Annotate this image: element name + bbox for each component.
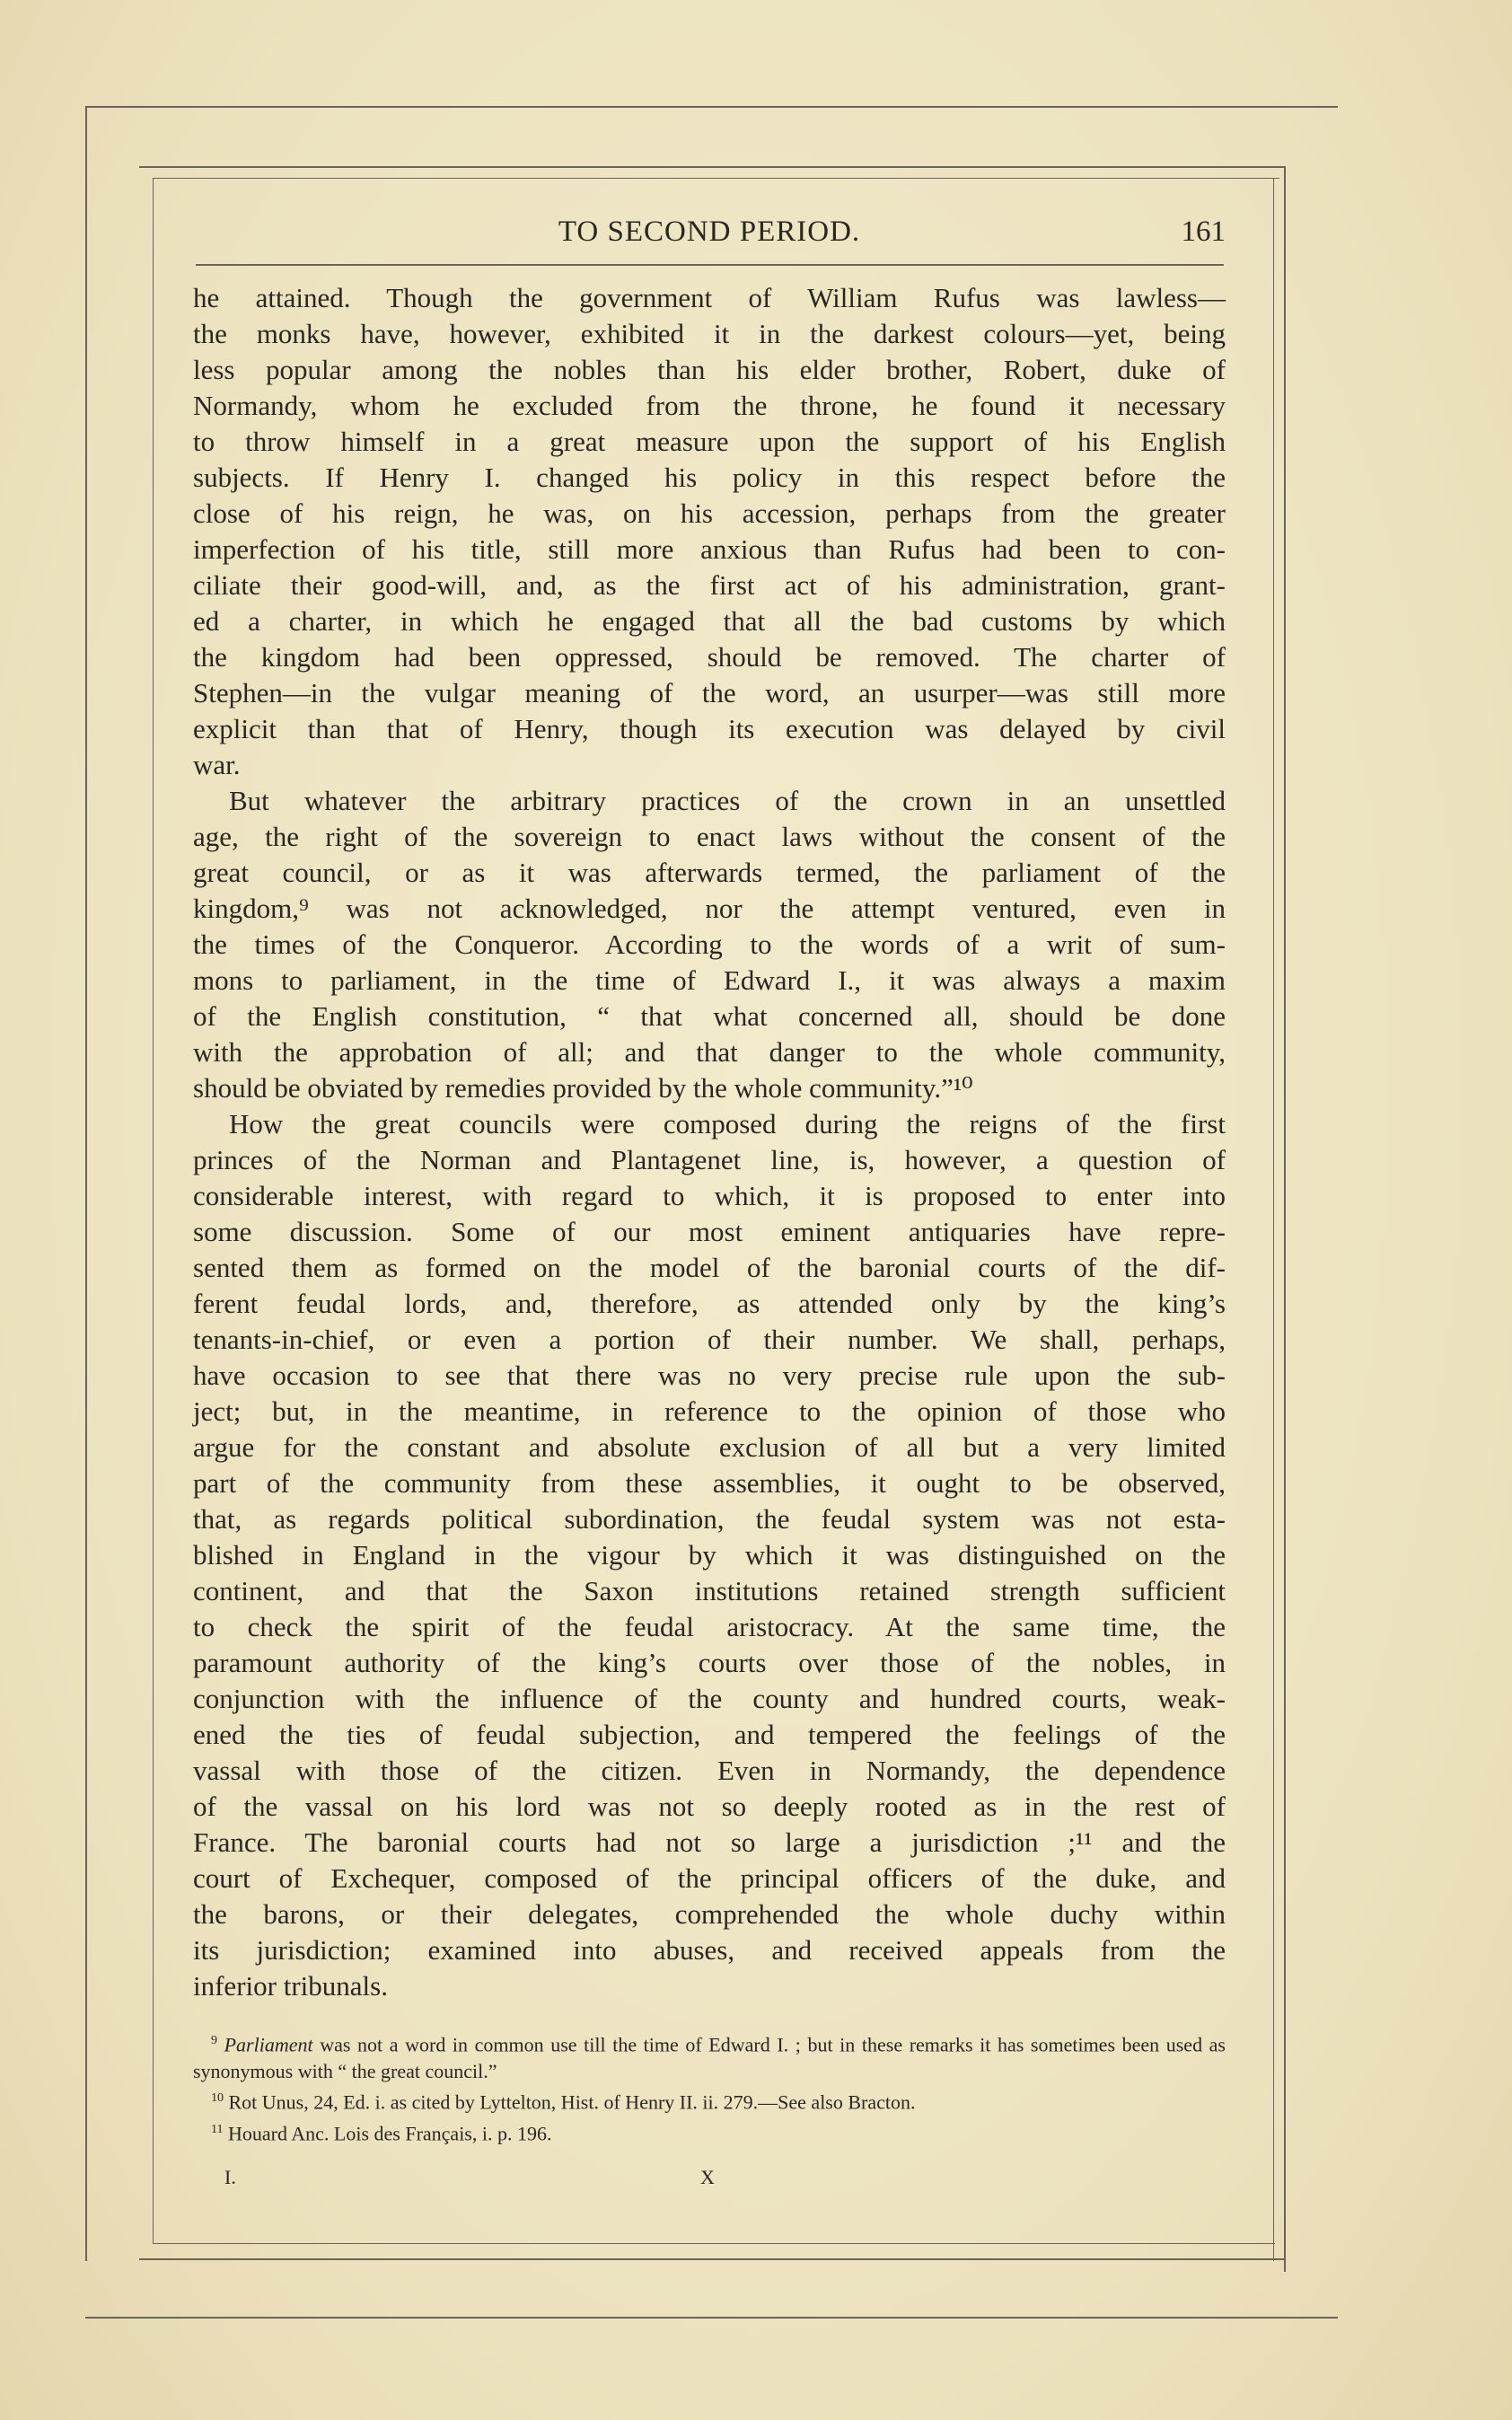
- footnote-mark: 11: [211, 2122, 224, 2136]
- footnotes: [193, 2028, 1226, 2147]
- text-line: sented them as formed on the model of the baronial courts of the dif-: [193, 1252, 1226, 1283]
- text-line: to check the spirit of the feudal aristocracy. At the same time, the: [193, 1611, 1226, 1642]
- text-line: less popular among the nobles than his elder brother, Robert, duke of: [193, 354, 1226, 385]
- inner-frame-top-2: [153, 178, 1279, 179]
- text-line: should be obviated by remedies provided by the whole community.”¹⁰: [193, 1072, 973, 1104]
- text-line: part of the community from these assemblies, it ought to be observed,: [193, 1467, 1226, 1499]
- text-line: to throw himself in a great measure upon the support of his English: [193, 426, 1226, 457]
- text-line: France. The baronial courts had not so large a jurisdiction ;¹¹ and the: [193, 1826, 1226, 1858]
- text-line: that, as regards political subordination, the feudal system was not esta-: [193, 1503, 1226, 1535]
- text-line: have occasion to see that there was no very precise rule upon the sub-: [193, 1360, 1226, 1391]
- inner-frame-left: [153, 178, 154, 2243]
- footnote-italic: Parliament: [224, 2033, 313, 2056]
- text-line: the barons, or their delegates, comprehended the whole duchy within: [193, 1898, 1226, 1930]
- running-header: [193, 216, 1226, 260]
- text-line: he attained. Though the government of William Rufus was lawless—: [193, 282, 1226, 313]
- text-line: great council, or as it was afterwards termed, the parliament of the: [193, 857, 1226, 888]
- text-line: imperfection of his title, still more anxious than Rufus had been to con-: [193, 533, 1226, 565]
- text-line: ject; but, in the meantime, in reference to the opinion of those who: [193, 1395, 1226, 1427]
- body-text: [193, 280, 1226, 2004]
- paragraph: [193, 1106, 1226, 2004]
- text-line: the times of the Conqueror. According to the words of a writ of sum-: [193, 928, 1226, 960]
- text-line: But whatever the arbitrary practices of the crown in an unsettled: [229, 785, 1226, 816]
- text-line: of the vassal on his lord was not so deeply rooted as in the rest of: [193, 1791, 1226, 1822]
- text-line: Normandy, whom he excluded from the throne, he found it necessary: [193, 390, 1226, 421]
- signature-volume: I.: [224, 2166, 236, 2188]
- text-line: some discussion. Some of our most eminent antiquaries have repre-: [193, 1216, 1226, 1247]
- footnote-text: Houard Anc. Lois des Français, i. p. 196.: [227, 2121, 552, 2144]
- footnote: [193, 2028, 1226, 2085]
- footnote: [193, 2085, 1226, 2116]
- text-line: explicit than that of Henry, though its execution was delayed by civil: [193, 713, 1226, 744]
- text-line: considerable interest, with regard to which, it is proposed to enter into: [193, 1180, 1226, 1211]
- text-line: subjects. If Henry I. changed his policy in this respect before the: [193, 462, 1226, 493]
- paragraph: [193, 280, 1226, 783]
- text-line: the monks have, however, exhibited it in the darkest colours—yet, being: [193, 318, 1226, 349]
- text-line: kingdom,⁹ was not acknowledged, nor the attempt ventured, even in: [193, 893, 1226, 924]
- inner-frame-bottom: [153, 2243, 1275, 2244]
- running-title: TO SECOND PERIOD.: [558, 216, 861, 248]
- footnote-text: was not a word in common use till the time of Edward I. ; but in these remarks it has sometimes been used as synonymous with “ the great council.”: [193, 2033, 1226, 2083]
- text-line: age, the right of the sovereign to enact laws without the consent of the: [193, 821, 1226, 852]
- text-line: its jurisdiction; examined into abuses, and received appeals from the: [193, 1934, 1226, 1966]
- text-line: argue for the constant and absolute exclusion of all but a very limited: [193, 1431, 1226, 1463]
- text-line: blished in England in the vigour by which it was distinguished on the: [193, 1539, 1226, 1571]
- text-line: inferior tribunals.: [193, 1970, 388, 2002]
- text-line: Stephen—in the vulgar meaning of the word, an usurper—was still more: [193, 677, 1226, 708]
- header-rule: [196, 264, 1224, 266]
- text-line: of the English constitution, “ that what concerned all, should be done: [193, 1000, 1226, 1032]
- signature-sheet: X: [700, 2166, 715, 2188]
- text-line: ciliate their good-will, and, as the first act of his administration, grant-: [193, 569, 1226, 601]
- text-line: conjunction with the influence of the county and hundred courts, weak-: [193, 1683, 1226, 1714]
- footnote-text: Rot Unus, 24, Ed. i. as cited by Lyttelton, Hist. of Henry II. ii. 279.—See also Bracton.: [228, 2090, 916, 2114]
- text-line: court of Exchequer, composed of the principal officers of the duke, and: [193, 1862, 1226, 1894]
- text-line: close of his reign, he was, on his accession, perhaps from the greater: [193, 497, 1226, 529]
- inner-frame-bottom-2: [139, 2258, 1284, 2260]
- text-line: with the approbation of all; and that danger to the whole community,: [193, 1036, 1226, 1068]
- text-line: continent, and that the Saxon institutions retained strength sufficient: [193, 1575, 1226, 1606]
- text-line: tenants-in-chief, or even a portion of their number. We shall, perhaps,: [193, 1324, 1226, 1355]
- text-line: paramount authority of the king’s courts over those of the nobles, in: [193, 1647, 1226, 1678]
- inner-frame-right: [1273, 178, 1274, 2261]
- inner-frame-top: [139, 166, 1284, 168]
- text-line: the kingdom had been oppressed, should be removed. The charter of: [193, 641, 1226, 673]
- text-line: How the great councils were composed during the reigns of the first: [229, 1108, 1226, 1140]
- text-line: ed a charter, in which he engaged that all the bad customs by which: [193, 605, 1226, 637]
- text-line: vassal with those of the citizen. Even in Normandy, the dependence: [193, 1755, 1226, 1786]
- text-line: war.: [193, 749, 241, 780]
- outer-frame-left: [85, 106, 87, 2261]
- text-line: ened the ties of feudal subjection, and tempered the feelings of the: [193, 1719, 1226, 1750]
- footnote-mark: 10: [211, 2091, 224, 2106]
- text-line: mons to parliament, in the time of Edward I., it was always a maxim: [193, 964, 1226, 996]
- outer-frame-bottom: [85, 2317, 1338, 2319]
- outer-frame-top: [85, 106, 1338, 108]
- footnote: [193, 2116, 1226, 2147]
- text-line: ferent feudal lords, and, therefore, as attended only by the king’s: [193, 1288, 1226, 1319]
- text-line: princes of the Norman and Plantagenet line, is, however, a question of: [193, 1144, 1226, 1175]
- footnote-mark: 9: [211, 2034, 217, 2047]
- page-number: 161: [1181, 216, 1226, 248]
- inner-frame-right-2: [1284, 166, 1286, 2272]
- paragraph: [193, 783, 1226, 1106]
